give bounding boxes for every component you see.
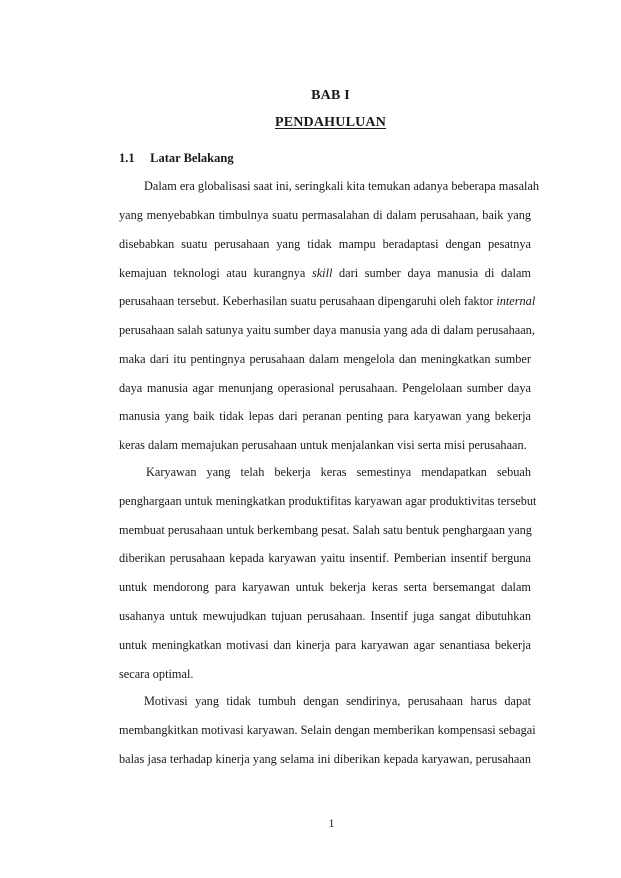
section-number: 1.1 xyxy=(119,151,135,165)
paragraph-line: daya manusia agar menunjang operasional perusahaan. Pengelolaan sumber daya xyxy=(119,381,531,395)
chapter-title: PENDAHULUAN xyxy=(274,115,387,130)
paragraph-line: maka dari itu pentingnya perusahaan dalam mengelola dan meningkatkan sumber xyxy=(119,352,531,366)
page-number: 1 xyxy=(328,818,335,830)
section-heading xyxy=(119,151,234,166)
paragraph-line: usahanya untuk mewujudkan tujuan perusahaan. Insentif juga sangat dibutuhkan xyxy=(119,609,531,623)
paragraph-line: untuk meningkatkan motivasi dan kinerja para karyawan agar senantiasa bekerja xyxy=(119,638,531,652)
paragraph-line xyxy=(119,293,536,309)
paragraph-line: Motivasi yang tidak tumbuh dengan sendirinya, perusahaan harus dapat xyxy=(144,694,531,708)
paragraph-line: perusahaan salah satunya yaitu sumber daya manusia yang ada di dalam perusahaan, xyxy=(119,323,535,337)
paragraph-line: balas jasa terhadap kinerja yang selama ini diberikan kepada karyawan, perusahaan xyxy=(119,752,531,766)
paragraph-line xyxy=(119,265,531,281)
paragraph-line: manusia yang baik tidak lepas dari peranan penting para karyawan yang bekerja xyxy=(119,409,531,423)
paragraph-line: Dalam era globalisasi saat ini, seringkali kita temukan adanya beberapa masalah xyxy=(144,179,540,193)
paragraph-line: disebabkan suatu perusahaan yang tidak mampu beradaptasi dengan pesatnya xyxy=(119,237,531,251)
chapter-number: BAB I xyxy=(311,88,350,103)
paragraph-line: secara optimal. xyxy=(119,667,194,681)
paragraph-line: membangkitkan motivasi karyawan. Selain dengan memberikan kompensasi sebagai xyxy=(119,723,536,737)
paragraph-line: yang menyebabkan timbulnya suatu permasalahan di dalam perusahaan, baik yang xyxy=(119,208,531,222)
text-run: perusahaan tersebut. Keberhasilan suatu perusahaan dipengaruhi oleh faktor xyxy=(119,294,497,308)
text-run: kemajuan teknologi atau kurangnya xyxy=(119,266,312,280)
paragraph-line: penghargaan untuk meningkatkan produktifitas karyawan agar produktivitas tersebut xyxy=(119,494,537,508)
paragraph-line: diberikan perusahaan kepada karyawan yaitu insentif. Pemberian insentif berguna xyxy=(119,551,531,565)
paragraph-line: membuat perusahaan untuk berkembang pesat. Salah satu bentuk penghargaan yang xyxy=(119,523,532,537)
paragraph-line: Karyawan yang telah bekerja keras semestinya mendapatkan sebuah xyxy=(146,465,531,479)
text-run: dari sumber daya manusia di dalam xyxy=(332,266,531,280)
paragraph-line: keras dalam memajukan perusahaan untuk menjalankan visi serta misi perusahaan. xyxy=(119,438,527,452)
italic-term: internal xyxy=(496,294,536,308)
italic-term: skill xyxy=(311,266,333,280)
section-title: Latar Belakang xyxy=(150,151,234,165)
paragraph-line: untuk mendorong para karyawan untuk bekerja keras serta bersemangat dalam xyxy=(119,580,531,594)
